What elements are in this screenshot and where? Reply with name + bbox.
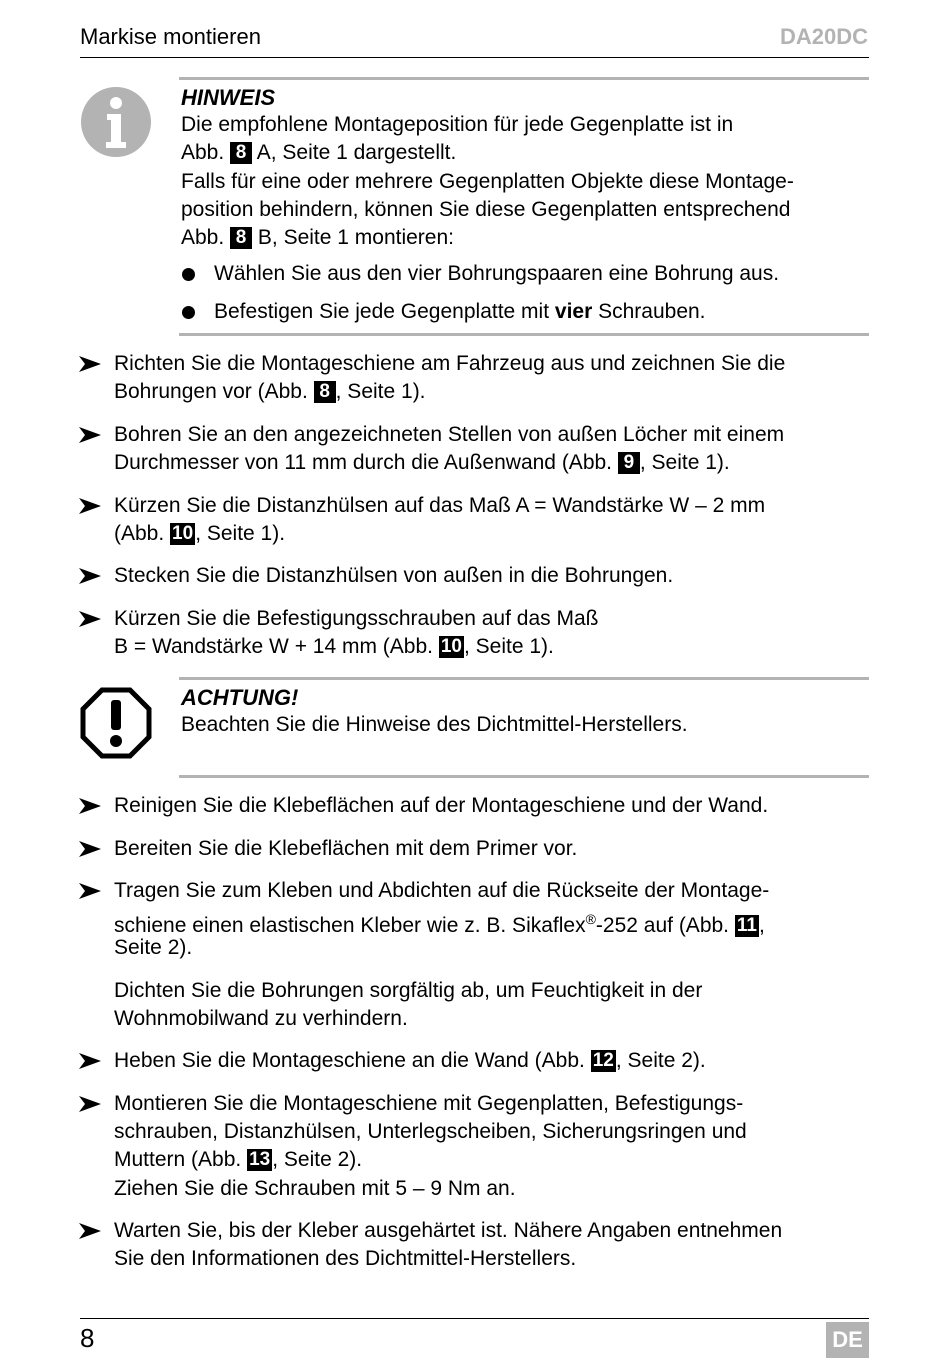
note-text-line: Die empfohlene Montageposition für jede Gegenplatte ist in [181, 113, 734, 136]
step-text-line: Warten Sie, bis der Kleber ausgehärtet ist. Nähere Angaben entnehmen [114, 1219, 783, 1242]
step-text-line: B = Wandstärke W + 14 mm (Abb. 10, Seite 1). [114, 635, 554, 658]
note-text-line: Abb. 8 A, Seite 1 dargestellt. [181, 141, 457, 164]
footer-divider [80, 1318, 869, 1319]
step-text-line: Bohrungen vor (Abb. 8 , Seite 1). [114, 380, 426, 403]
figure-ref: 10 [440, 636, 462, 657]
figure-ref: 8 [230, 227, 252, 249]
warning-icon [80, 687, 152, 759]
page-number: 8 [80, 1323, 95, 1353]
figure-ref: 8 [230, 142, 252, 164]
figure-ref: 8 [314, 381, 336, 403]
section-title: Markise montieren [80, 24, 261, 49]
step-text-line: Muttern (Abb. 13, Seite 2). [114, 1148, 363, 1171]
arrow-bullet-icon [78, 1222, 102, 1240]
arrow-bullet-icon [78, 355, 102, 373]
step-text-line: Bohren Sie an den angezeichneten Stellen von außen Löcher mit einem [114, 423, 785, 446]
step-text-line: Tragen Sie zum Kleben und Abdichten auf die Rückseite der Montage- [114, 879, 770, 902]
step-text-line: Kürzen Sie die Befestigungsschrauben auf das Maß [114, 607, 599, 630]
note-top-rule [179, 77, 869, 80]
note-bullet-item: Befestigen Sie jede Gegenplatte mit vier Schrauben. [214, 300, 706, 323]
info-icon [80, 86, 152, 158]
arrow-bullet-icon [78, 1095, 102, 1113]
caution-top-rule [179, 677, 869, 680]
note-text-line: Abb. 8 B, Seite 1 montieren: [181, 226, 454, 249]
step-text-line: Ziehen Sie die Schrauben mit 5 – 9 Nm an. [114, 1177, 516, 1200]
figure-ref: 13 [249, 1149, 271, 1170]
step-text-line: Seite 2). [114, 936, 193, 959]
arrow-bullet-icon [78, 426, 102, 444]
caution-title: ACHTUNG! [181, 685, 299, 710]
figure-ref: 10 [172, 523, 194, 544]
caution-bottom-rule [179, 775, 869, 778]
arrow-bullet-icon [78, 797, 102, 815]
note-text-line: position behindern, können Sie diese Gegenplatten entsprechend [181, 198, 791, 221]
bullet-icon [182, 268, 195, 281]
bullet-icon [182, 306, 195, 319]
step-text-line: (Abb. 10, Seite 1). [114, 522, 286, 545]
arrow-bullet-icon [78, 610, 102, 628]
step-text-line: Bereiten Sie die Klebeflächen mit dem Primer vor. [114, 837, 578, 860]
step-text-line: Heben Sie die Montageschiene an die Wand (Abb. 12, Seite 2). [114, 1049, 706, 1072]
note-title: HINWEIS [181, 85, 276, 110]
arrow-bullet-icon [78, 497, 102, 515]
step-text-line: Richten Sie die Montageschiene am Fahrzeug aus und zeichnen Sie die [114, 352, 786, 375]
paragraph-line: Wohnmobilwand zu verhindern. [114, 1007, 408, 1030]
arrow-bullet-icon [78, 1052, 102, 1070]
step-text-line: schrauben, Distanzhülsen, Unterlegscheiben, Sicherungsringen und [114, 1120, 747, 1143]
note-bullet-item: Wählen Sie aus den vier Bohrungspaaren eine Bohrung aus. [214, 262, 780, 285]
step-text-line: Stecken Sie die Distanzhülsen von außen in die Bohrungen. [114, 564, 674, 587]
step-text-line: Durchmesser von 11 mm durch die Außenwand (Abb. 9 , Seite 1). [114, 451, 730, 474]
step-text-line: Reinigen Sie die Klebeflächen auf der Montageschiene und der Wand. [114, 794, 769, 817]
figure-ref: 12 [592, 1050, 614, 1071]
model-number: DA20DC [779, 24, 868, 49]
figure-ref: 9 [618, 452, 640, 474]
note-text-line: Falls für eine oder mehrere Gegenplatten Objekte diese Montage- [181, 170, 794, 193]
caution-text: Beachten Sie die Hinweise des Dichtmittel-Herstellers. [181, 713, 688, 736]
language-badge: DE [826, 1322, 869, 1358]
note-bottom-rule [179, 333, 869, 336]
header-divider [80, 57, 869, 58]
arrow-bullet-icon [78, 840, 102, 858]
arrow-bullet-icon [78, 882, 102, 900]
figure-ref: 11 [736, 915, 757, 936]
paragraph-line: Dichten Sie die Bohrungen sorgfältig ab, um Feuchtigkeit in der [114, 979, 703, 1002]
step-text-line: Sie den Informationen des Dichtmittel-Herstellers. [114, 1247, 577, 1270]
arrow-bullet-icon [78, 567, 102, 585]
step-text-line: schiene einen elastischen Kleber wie z. B. Sikaflex®-252 auf (Abb. 11, [114, 911, 765, 937]
step-text-line: Montieren Sie die Montageschiene mit Gegenplatten, Befestigungs- [114, 1092, 744, 1115]
step-text-line: Kürzen Sie die Distanzhülsen auf das Maß A = Wandstärke W – 2 mm [114, 494, 766, 517]
